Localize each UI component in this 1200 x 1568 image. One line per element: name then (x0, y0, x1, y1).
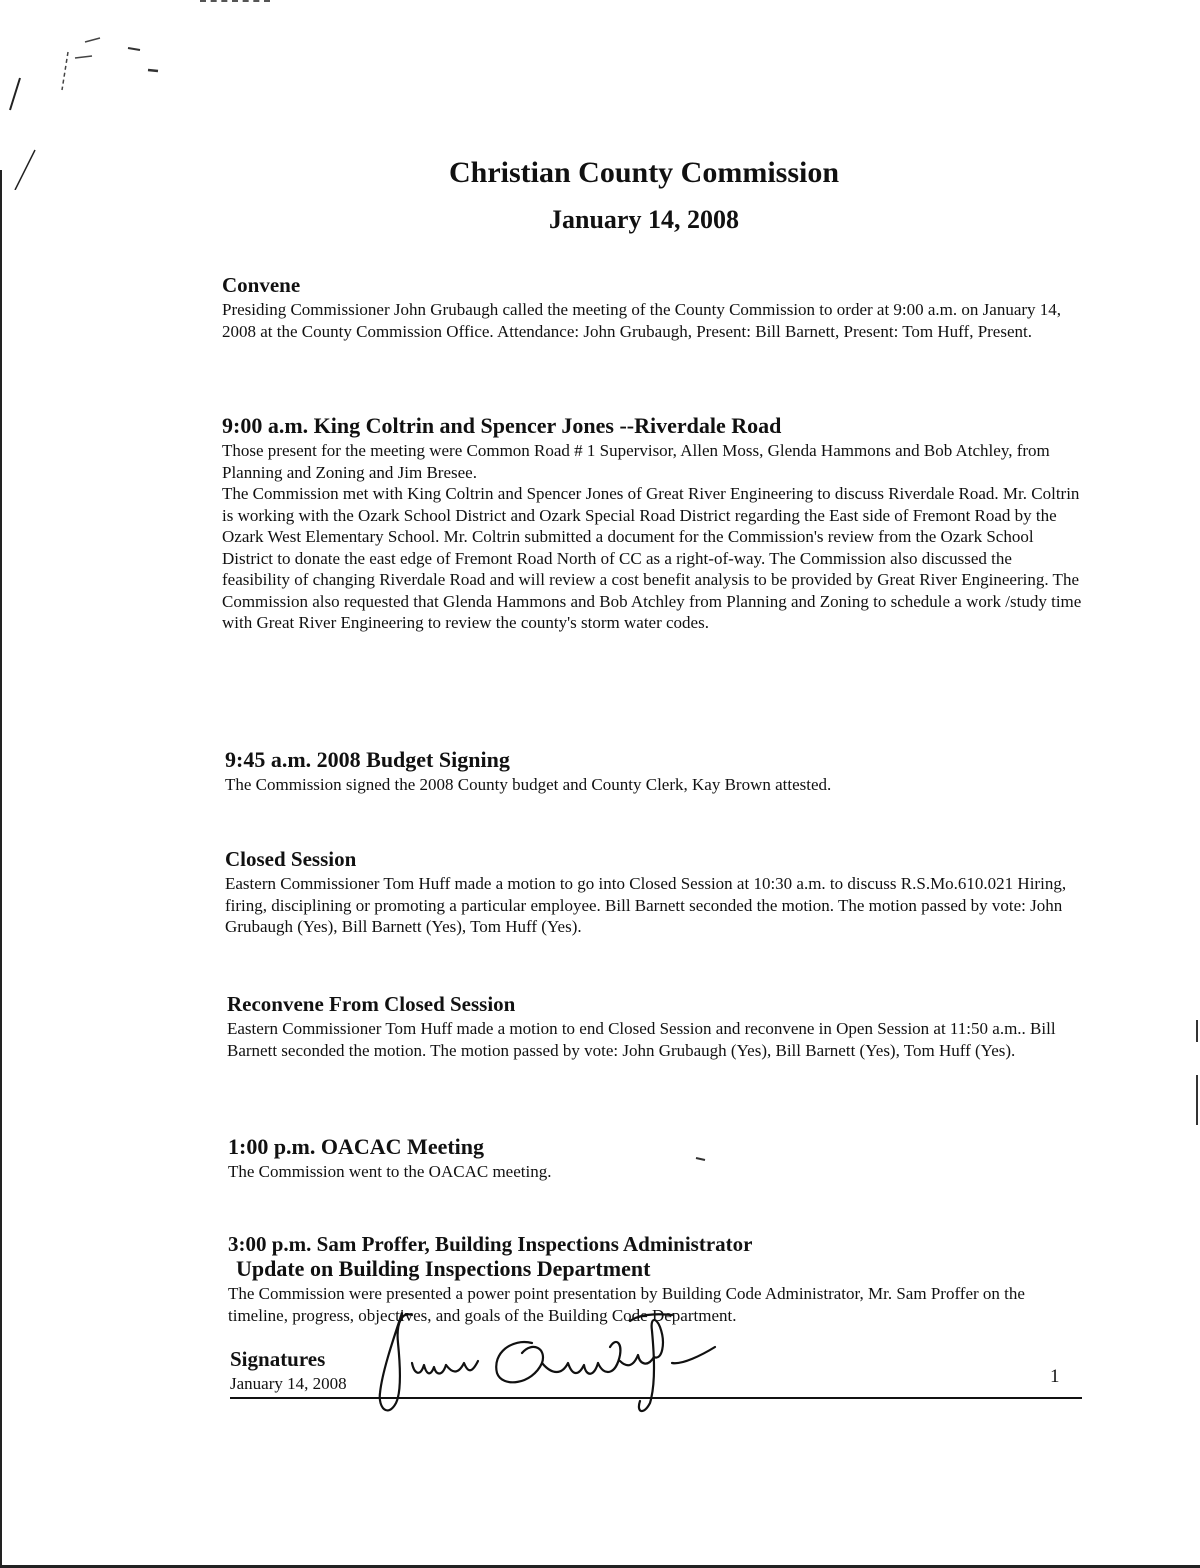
section-heading: 1:00 p.m. OACAC Meeting (228, 1134, 485, 1159)
section-body: The Commission signed the 2008 County budget and County Clerk, Kay Brown attested. (225, 775, 832, 794)
section-budget-signing (225, 748, 1085, 796)
section-body: The Commission were presented a power point presentation by Building Code Administrator, Mr. Sam Proffer on the timeline, progress, objectives, and goals of the Building Code Department. (228, 1284, 1025, 1325)
section-heading: Closed Session (225, 847, 357, 871)
section-closed-session (225, 847, 1085, 938)
section-subheading: Update on Building Inspections Department (236, 1256, 651, 1281)
signature-date: January 14, 2008 (230, 1374, 347, 1393)
page-title: Christian County Commission (448, 156, 840, 189)
meeting-date: January 14, 2008 (549, 205, 739, 234)
section-body: Eastern Commissioner Tom Huff made a motion to end Closed Session and reconvene in Open Session at 11:50 a.m.. Bill Barnett seconded the motion. The motion passed by vote: John Grubaugh (Yes), Bill Barnett (Yes), Tom Huff (Yes). (227, 1019, 1056, 1060)
section-body: Eastern Commissioner Tom Huff made a motion to go into Closed Session at 10:30 a.m. to discuss R.S.Mo.610.021 Hiring, firing, disciplining or promoting a particular employee. Bill Barnett seconded the motion. The motion passed by vote: John Grubaugh (Yes), Bill Barnett (Yes), Tom Huff (Yes). (225, 874, 1067, 936)
section-body: The Commission went to the OACAC meeting. (228, 1162, 552, 1181)
handwritten-signature (372, 1303, 717, 1418)
signatures-label: Signatures (230, 1347, 326, 1371)
section-heading: Reconvene From Closed Session (227, 992, 516, 1016)
section-oacac-meeting (228, 1135, 1088, 1183)
section-convene (222, 273, 1082, 342)
page-number: 1 (1050, 1366, 1060, 1387)
scan-edge-left (0, 170, 2, 1568)
section-heading: 9:45 a.m. 2008 Budget Signing (225, 747, 510, 772)
section-body: The Commission met with King Coltrin and Spencer Jones of Great River Engineering to discuss Riverdale Road. Mr. Coltrin is working with the Ozark School District and Ozark Special Road District regarding the East side of Fremont Road by the Ozark West Elementary School. Mr. Coltrin submitted a document for the Commission's review from the Ozark School District to donate the east edge of Fremont Road North of CC as a right-of-way. The Commission also discussed the feasibility of changing Riverdale Road and will review a cost benefit analysis to be provided by Great River Engineering. The Commission also requested that Glenda Hammons and Bob Atchley from Planning and Zoning to schedule a work /study time with Great River Engineering to review the county's storm water codes. (222, 484, 1082, 632)
section-riverdale-road (222, 414, 1082, 634)
section-body: Those present for the meeting were Common Road # 1 Supervisor, Allen Moss, Glenda Hammons and Bob Atchley, from Planning and Zoning and Jim Bresee. (222, 441, 1050, 482)
section-heading: 3:00 p.m. Sam Proffer, Building Inspections Administrator (228, 1232, 753, 1256)
section-body: Presiding Commissioner John Grubaugh called the meeting of the County Commission to order at 9:00 a.m. on January 14, 2008 at the County Commission Office. Attendance: John Grubaugh, Present: Bill Barnett, Present: Tom Huff, Present. (222, 300, 1062, 341)
section-heading: 9:00 a.m. King Coltrin and Spencer Jones --Riverdale Road (222, 413, 782, 438)
scan-edge-mark (1196, 1075, 1198, 1125)
scan-edge-mark (1196, 1020, 1198, 1042)
section-heading: Convene (222, 273, 301, 297)
scan-edge-top (200, 0, 270, 4)
section-reconvene (227, 992, 1087, 1061)
